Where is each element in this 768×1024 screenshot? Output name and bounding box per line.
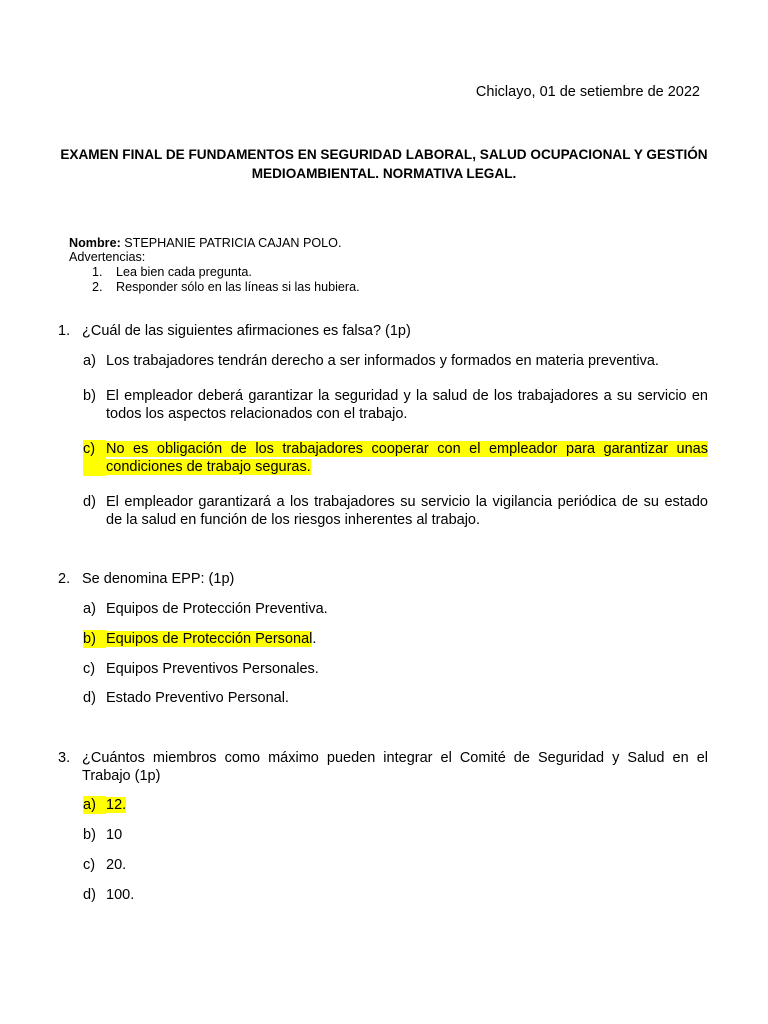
option-2c: c) Equipos Preventivos Personales. — [83, 661, 319, 677]
option-1b: b) El empleador deberá garantizar la seguridad y la salud de los trabajadores a su servicio en todos los aspectos relacionados con el trabajo. — [83, 388, 708, 422]
option-3c: c) 20. — [83, 857, 127, 873]
warning-item: 1. Lea bien cada pregunta. — [92, 265, 252, 279]
option-2a: a) Equipos de Protección Preventiva. — [83, 601, 328, 617]
question-number: 3. — [58, 750, 71, 766]
warnings-label: Advertencias: — [69, 250, 146, 264]
document-date: Chiclayo, 01 de setiembre de 2022 — [475, 84, 700, 100]
question-text: Se denomina EPP: (1p) — [82, 571, 235, 587]
student-name — [69, 236, 341, 251]
question-3 — [58, 749, 708, 785]
question-2 — [58, 570, 708, 588]
warning-item: 2. Responder sólo en las líneas si las hubiera. — [92, 280, 360, 294]
warnings-list — [92, 265, 360, 295]
question-text: ¿Cuántos miembros como máximo pueden integrar el Comité de Seguridad y Salud en el Trabajo (1p) — [82, 750, 708, 784]
option-1a: a) Los trabajadores tendrán derecho a ser informados y formados en materia preventiva. — [83, 353, 659, 369]
option-3a-highlighted: a) 12. — [83, 797, 127, 813]
option-1c-highlighted: c) No es obligación de los trabajadores cooperar con el empleador para garantizar unas condiciones de trabajo seguras. — [83, 441, 708, 475]
option-2d: d) Estado Preventivo Personal. — [83, 690, 289, 706]
question-number: 1. — [58, 323, 71, 339]
name-label: Nombre: — [69, 236, 121, 250]
option-3d: d) 100. — [83, 887, 135, 903]
question-text: ¿Cuál de las siguientes afirmaciones es falsa? (1p) — [82, 323, 411, 339]
option-3b: b) 10 — [83, 827, 123, 843]
option-1d: d) El empleador garantizará a los trabajadores su servicio la vigilancia periódica de su estado de la salud en función de los riesgos inherentes al trabajo. — [83, 494, 708, 528]
name-value: STEPHANIE PATRICIA CAJAN POLO. — [120, 236, 342, 250]
exam-title: EXAMEN FINAL DE FUNDAMENTOS EN SEGURIDAD LABORAL, SALUD OCUPACIONAL Y GESTIÓN MEDIOAMBIENTAL. NORMATIVA LEGAL. — [60, 147, 708, 181]
question-number: 2. — [58, 571, 71, 587]
question-1 — [58, 322, 708, 340]
option-2b-highlighted: b) Equipos de Protección Personal. — [83, 631, 317, 647]
